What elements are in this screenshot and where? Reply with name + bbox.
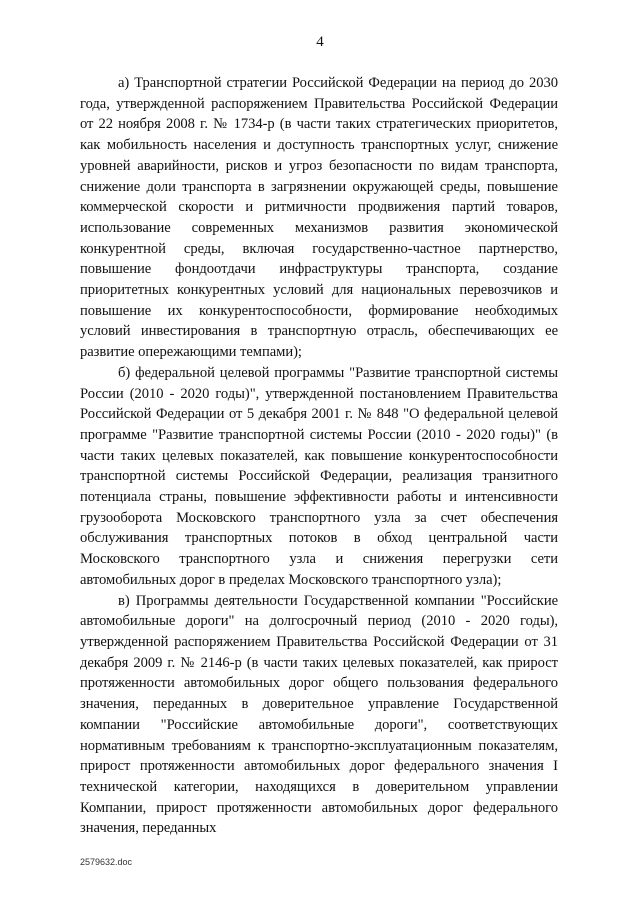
page-number: 4 (316, 34, 324, 50)
footer-filename: 2579632.doc (80, 857, 133, 867)
paragraph-a: а) Транспортной стратегии Российской Федерации на период до 2030 года, утвержденной распоряжением Правительства Российской Федерации от 22 ноября 2008 г. № 1734-р (в части таких стратегических приоритетов, как мобильность населения и доступность транспортных услуг, снижение уровней аварийности, рисков и угроз безопасности по видам транспорта, снижение доли транспорта в загрязнении окружающей среды, повышение коммерческой скорости и ритмичности продвижения партий товаров, использование современных механизмов развития экономической конкурентной среды, включая государственно-частное партнерство, повышение фондоотдачи инфраструктуры транспорта, создание приоритетных конкурентных условий для национальных перевозчиков и повышение их конкурентоспособности, формирование необходимых условий инвестирования в транспортную отрасль, обеспечивающих ее развитие опережающими темпами); (80, 75, 558, 361)
paragraph-c: в) Программы деятельности Государственной компании "Российские автомобильные дороги" на долгосрочный период (2010 - 2020 годы), утвержденной распоряжением Правительства Российской Федерации от 31 декабря 2009 г. № 2146-р (в части таких целевых показателей, как прирост протяженности автомобильных дорог общего пользования федерального значения, переданных в доверительное управление Государственной компании "Российские автомобильные дороги", соответствующих нормативным требованиям к транспортно-эксплуатационным показателям, прирост протяженности автомобильных дорог федерального значения I технической категории, находящихся в доверительном управлении Компании, прирост протяженности автомобильных дорог федерального значения, переданных (80, 592, 558, 837)
paragraph-b: б) федеральной целевой программы "Развитие транспортной системы России (2010 - 2020 годы)", утвержденной постановлением Правительства Российской Федерации от 5 декабря 2001 г. № 848 "О федеральной целевой программе "Развитие транспортной системы России (2010 - 2020 годы)" (в части таких целевых показателей, как повышение конкурентоспособности транспортной системы Российской Федерации, реализация транзитного потенциала страны, повышение эффективности работы и интенсивности грузооборота Московского транспортного узла за счет обеспечения обслуживания транспортных потоков в обход центральной части Московского транспортного узла и снижения перегрузки сети автомобильных дорог в пределах Московского транспортного узла); (80, 364, 558, 588)
document-body (80, 73, 558, 839)
